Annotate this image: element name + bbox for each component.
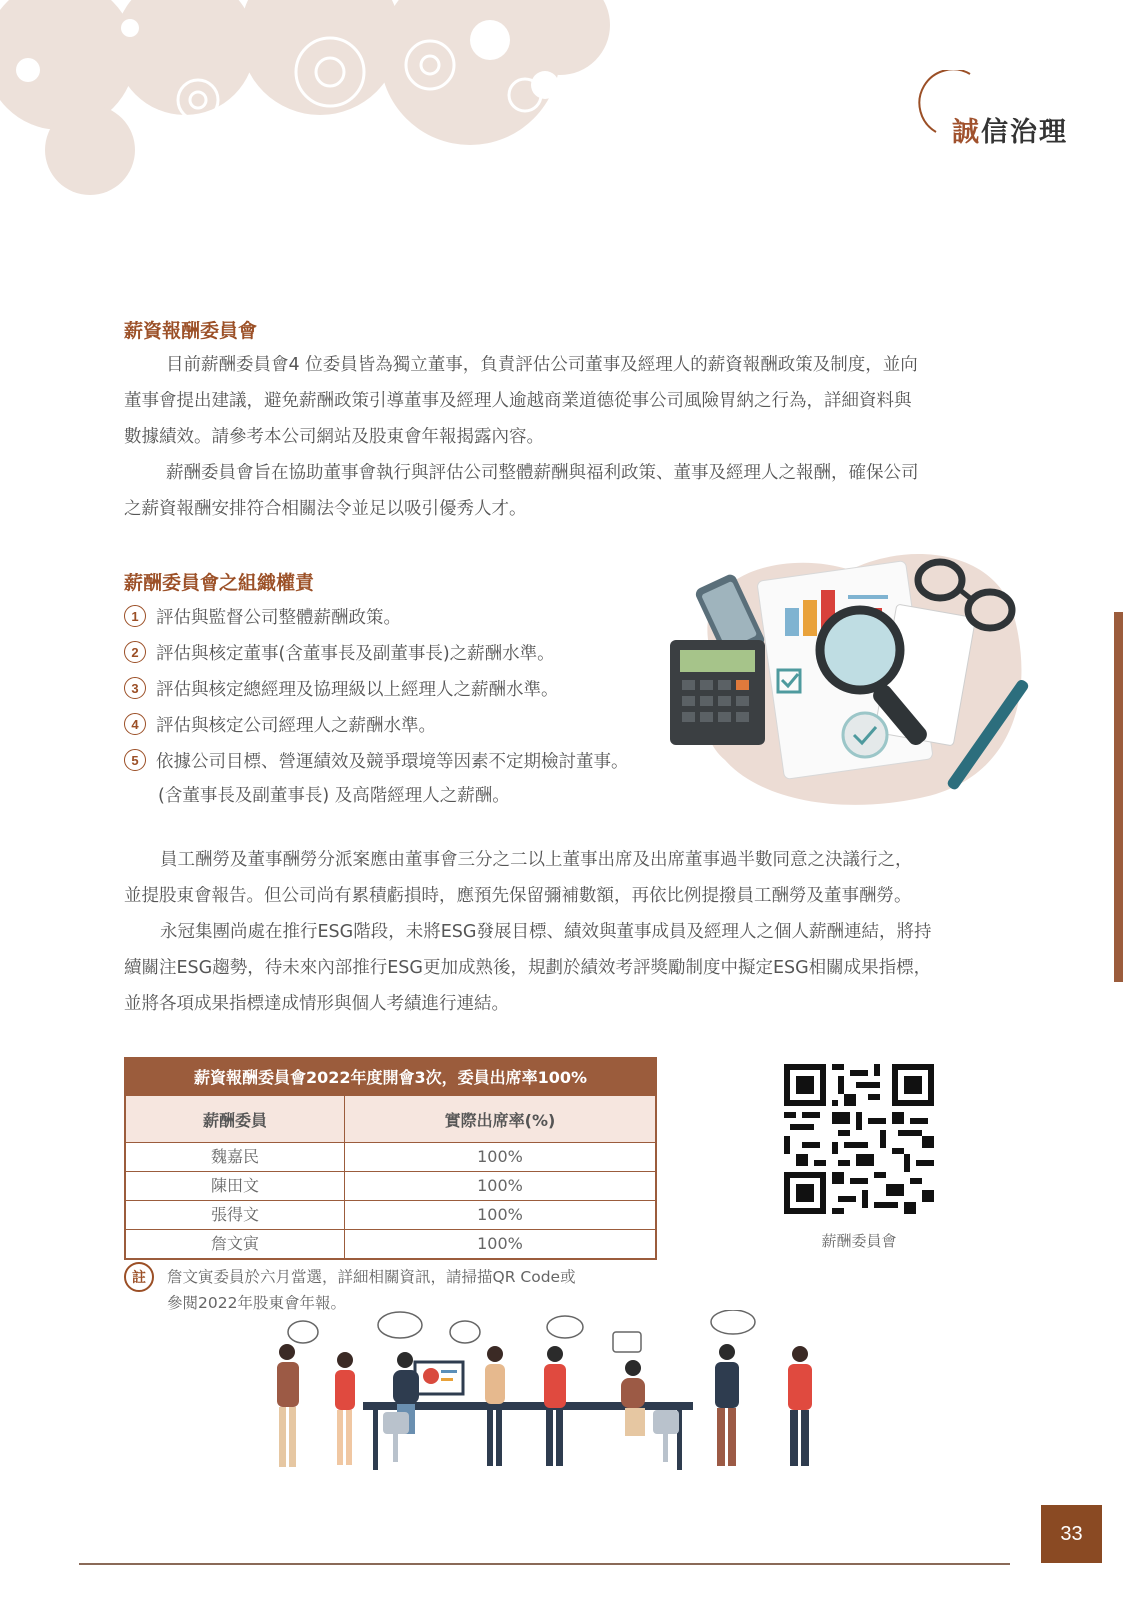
column-header-attendance: 實際出席率(%) xyxy=(345,1096,656,1143)
attendance-rate: 100% xyxy=(345,1143,656,1172)
item-number: 1 xyxy=(124,605,146,627)
attendance-rate: 100% xyxy=(345,1201,656,1230)
item-text: 評估與核定公司經理人之薪酬水準。 xyxy=(156,715,436,736)
item-text: 評估與核定總經理及協理級以上經理人之薪酬水準。 xyxy=(156,679,559,700)
list-item xyxy=(124,670,684,706)
column-header-member: 薪酬委員 xyxy=(126,1096,345,1143)
attendance-rate: 100% xyxy=(345,1172,656,1201)
attendance-table xyxy=(124,1057,657,1260)
footer-divider xyxy=(79,1563,1010,1565)
table-caption: 薪資報酬委員會2022年度開會3次，委員出席率100% xyxy=(126,1059,655,1096)
qr-code[interactable] xyxy=(784,1064,934,1214)
item-number: 3 xyxy=(124,677,146,699)
duty-list xyxy=(124,598,684,814)
page-number: 33 xyxy=(1041,1505,1102,1563)
table-row xyxy=(126,1201,655,1230)
meeting-illustration xyxy=(265,1310,845,1490)
note-badge: 註 xyxy=(124,1262,154,1292)
member-name: 陳田文 xyxy=(126,1172,345,1201)
table-row xyxy=(126,1172,655,1201)
section-title-compensation-committee: 薪資報酬委員會 xyxy=(124,320,258,342)
item-number: 4 xyxy=(124,713,146,735)
note-text: 詹文寅委員於六月當選，詳細相關資訊，請掃描QR Code或 參閱2022年股東會年報。 xyxy=(167,1268,576,1312)
remuneration-paragraph: 員工酬勞及董事酬勞分派案應由董事會三分之二以上董事出席及出席董事過半數同意之決議行之， 並提股東會報告。但公司尚有累積虧損時，應預先保留彌補數額，再依比例提撥員工酬勞及董事酬勞。 永冠集團尚處在推行ESG階段，未將ESG發展目標、績效與董事成員及經理人之個人薪酬連結，將持 續關注ESG趨勢，待未來內部推行ESG更加成熟後，規劃於績效考評獎勵制度中擬定ESG相關成果指標， 並將各項成果指標達成情形與個人考績進行連結。 xyxy=(124,850,932,1014)
table-row xyxy=(126,1143,655,1172)
member-name: 張得文 xyxy=(126,1201,345,1230)
list-item xyxy=(124,706,684,742)
item-text: 評估與核定董事(含董事長及副董事長)之薪酬水準。 xyxy=(156,643,555,664)
list-item xyxy=(124,598,684,634)
analysis-illustration xyxy=(670,530,1040,820)
item-text: 評估與監督公司整體薪酬政策。 xyxy=(156,607,401,628)
gear-decoration xyxy=(0,0,620,200)
item-number: 2 xyxy=(124,641,146,663)
table-row xyxy=(126,1230,655,1259)
item-number: 5 xyxy=(124,749,146,771)
side-tab-bar xyxy=(1114,612,1123,982)
qr-caption: 薪酬委員會 xyxy=(821,1232,897,1250)
committee-intro-paragraph: 目前薪酬委員會4 位委員皆為獨立董事，負責評估公司董事及經理人的薪資報酬政策及制度，並向 董事會提出建議，避免薪酬政策引導董事及經理人逾越商業道德從事公司風險胃納之行為，詳細資料與 數據績效。請參考本公司網站及股東會年報揭露內容。 薪酬委員會旨在協助董事會執行與評估公司整體薪酬與福利政策、董事及經理人之報酬，確保公司 之薪資報酬安排符合相關法令並足以吸引優秀人才。 xyxy=(124,355,919,519)
chapter-title: 誠信治理 xyxy=(952,117,1068,148)
section-title-duties: 薪酬委員會之組織權責 xyxy=(124,572,315,594)
attendance-rate: 100% xyxy=(477,1234,523,1253)
member-name: 詹文寅 xyxy=(126,1230,345,1259)
member-name: 魏嘉民 xyxy=(126,1143,345,1172)
list-item xyxy=(124,634,684,670)
list-item-continuation: (含董事長及副董事長) 及高階經理人之薪酬。 xyxy=(158,786,510,806)
item-text: 依據公司目標、營運績效及競爭環境等因素不定期檢討董事。 xyxy=(156,751,629,772)
list-item xyxy=(124,742,684,778)
